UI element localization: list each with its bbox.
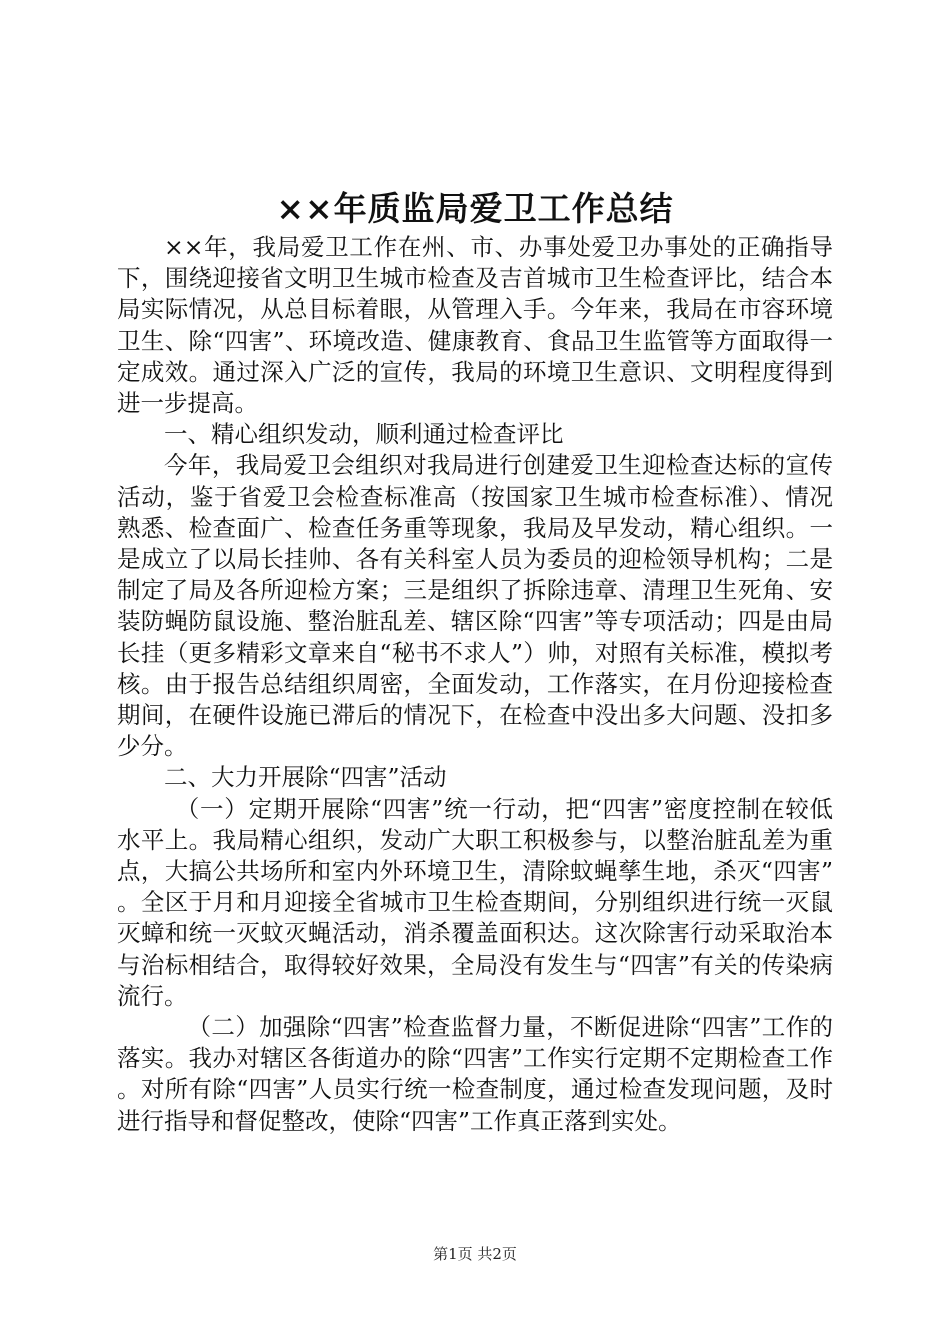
page-footer: 第1页 共2页 xyxy=(433,1245,517,1263)
document-body xyxy=(117,232,833,1137)
paragraph-subsection-2: （二）加强除“四害”检查监督力量，不断促进除“四害”工作的落实。我办对辖区各街道办的除“四害”工作实行定期不定期检查工作。对所有除“四害”人员实行统一检查制度，通过检查发现问题，及时进行指导和督促整改，使除“四害”工作真正落到实处。 xyxy=(117,1013,833,1135)
section-heading-2: 二、大力开展除“四害”活动 xyxy=(164,763,447,792)
paragraph-subsection-1: （一）定期开展除“四害”统一行动，把“四害”密度控制在较低水平上。我局精心组织，发动广大职工积极参与，以整治脏乱差为重点，大搞公共场所和室内外环境卫生，清除蚊蝇孳生地，杀灭“四害”。全区于月和月迎接全省城市卫生检查期间，分别组织进行统一灭鼠灭蟑和统一灭蚊灭蝇活动，消杀覆盖面积达。这次除害行动采取治本与治标相结合，取得较好效果，全局没有发生与“四害”有关的传染病流行。 xyxy=(117,794,833,1010)
paragraph-section-1: 今年，我局爱卫会组织对我局进行创建爱卫生迎检查达标的宣传活动，鉴于省爱卫会检查标准高（按国家卫生城市检查标准）、情况熟悉、检查面广、检查任务重等现象，我局及早发动，精心组织。一是成立了以局长挂帅、各有关科室人员为委员的迎检领导机构；二是制定了局及各所迎检方案；三是组织了拆除违章、清理卫生死角、安装防蝇防鼠设施、整治脏乱差、辖区除“四害”等专项活动；四是由局长挂（更多精彩文章来自“秘书不求人”）帅，对照有关标准，模拟考核。由于报告总结组织周密，全面发动，工作落实，在月份迎接检查期间，在硬件设施已滞后的情况下，在检查中没出多大问题、没扣多少分。 xyxy=(117,451,833,761)
document-title: ××年质监局爱卫工作总结 xyxy=(276,189,674,228)
section-heading-1: 一、精心组织发动，顺利通过检查评比 xyxy=(164,420,564,449)
paragraph-intro: ××年，我局爱卫工作在州、市、办事处爱卫办事处的正确指导下，围绕迎接省文明卫生城市检查及吉首城市卫生检查评比，结合本局实际情况，从总目标着眼，从管理入手。今年来，我局在市容环境卫生、除“四害”、环境改造、健康教育、食品卫生监管等方面取得一定成效。通过深入广泛的宣传，我局的环境卫生意识、文明程度得到进一步提高。 xyxy=(117,233,833,418)
